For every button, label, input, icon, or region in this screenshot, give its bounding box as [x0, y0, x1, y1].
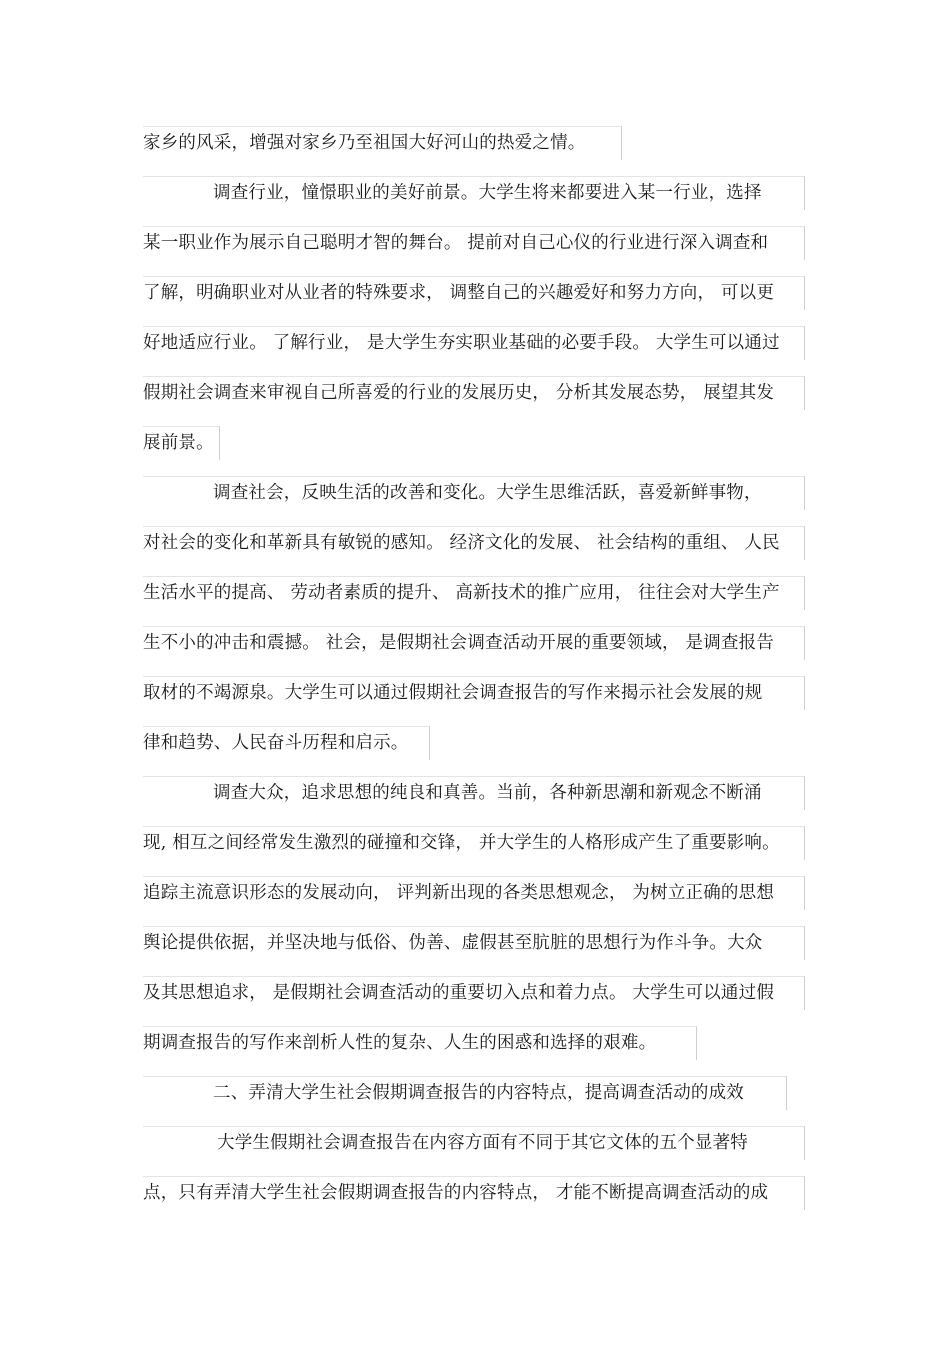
paragraph-start-line: 调查大众，追求思想的纯良和真善。当前，各种新思潮和新观念不断涌	[213, 783, 762, 803]
text-line: 生不小的冲击和震撼。 社会，是假期社会调查活动开展的重要领域， 是调查报告	[143, 633, 775, 653]
text-line: 及其思想追求， 是假期社会调查活动的重要切入点和着力点。 大学生可以通过假	[143, 983, 775, 1003]
text-line: 点，只有弄清大学生社会假期调查报告的内容特点， 才能不断提高调查活动的成	[143, 1183, 769, 1203]
text-line: 期调查报告的写作来剖析人性的复杂、人生的困惑和选择的艰难。	[143, 1033, 657, 1053]
text-line: 假期社会调查来审视自己所喜爱的行业的发展历史， 分析其发展态势， 展望其发	[143, 383, 775, 403]
text-line: 了解，明确职业对从业者的特殊要求， 调整自己的兴趣爱好和努力方向， 可以更	[143, 283, 775, 303]
section-heading: 二、弄清大学生社会假期调查报告的内容特点，提高调查活动的成效	[213, 1083, 744, 1103]
paragraph-start-line: 调查社会，反映生活的改善和变化。大学生思维活跃，喜爱新鲜事物，	[213, 483, 762, 503]
text-line: 对社会的变化和革新具有敏锐的感知。 经济文化的发展、 社会结构的重组、 人民	[143, 533, 780, 553]
text-line: 家乡的风采，增强对家乡乃至祖国大好河山的热爱之情。	[143, 133, 586, 153]
text-line: 取材的不竭源泉。大学生可以通过假期社会调查报告的写作来揭示社会发展的规	[143, 683, 763, 703]
text-line: 生活水平的提高、 劳动者素质的提升、 高新技术的推广应用， 往往会对大学生产	[143, 583, 780, 603]
text-line: 现, 相互之间经常发生激烈的碰撞和交锋， 并大学生的人格形成产生了重要影响。	[143, 833, 780, 853]
text-line: 追踪主流意识形态的发展动向， 评判新出现的各类思想观念， 为树立正确的思想	[143, 883, 775, 903]
text-line: 好地适应行业。 了解行业， 是大学生夯实职业基础的必要手段。 大学生可以通过	[143, 333, 780, 353]
paragraph-start-line: 调查行业，憧憬职业的美好前景。大学生将来都要进入某一行业，选择	[213, 183, 762, 203]
text-line: 展前景。	[143, 433, 214, 453]
paragraph-start-line: 大学生假期社会调查报告在内容方面有不同于其它文体的五个显著特	[217, 1133, 748, 1153]
text-line: 某一职业作为展示自己聪明才智的舞台。 提前对自己心仪的行业进行深入调查和	[143, 233, 769, 253]
text-line: 律和趋势、人民奋斗历程和启示。	[143, 733, 409, 753]
text-line: 舆论提供依据，并坚决地与低俗、伪善、虚假甚至肮脏的思想行为作斗争。大众	[143, 933, 763, 953]
